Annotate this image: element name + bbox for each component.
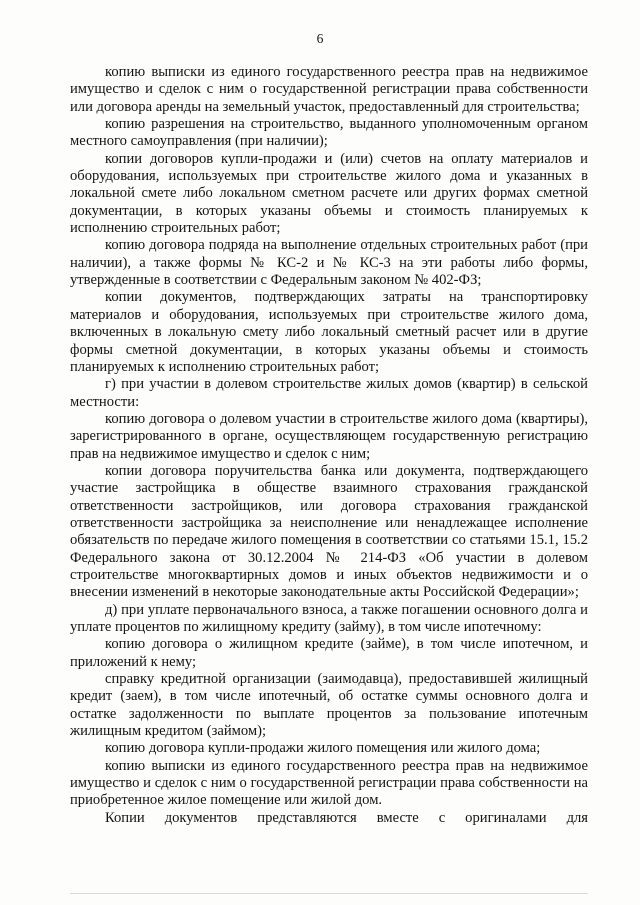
paragraph: д) при уплате первоначального взноса, а также погашении основного долга и уплате процентов по жилищному кредиту (займу), в том числе ипотечному: [70, 601, 588, 635]
paragraph: г) при участии в долевом строительстве жилых домов (квартир) в сельской местности: [70, 376, 588, 410]
paragraph: копию разрешения на строительство, выданного уполномоченным органом местного самоуправления (при наличии); [70, 116, 588, 150]
paragraph: копии договора поручительства банка или документа, подтверждающего участие застройщика в обществе взаимного страхования гражданской ответственности застройщиков, или договора страхования гражданской ответственности застройщика за неисполнение или ненадлежащее исполнение обязательств по передаче жилого помещения в соответствии со статьями 15.1, 15.2 Федерального закона от 30.12.2004 № 214-ФЗ «Об участии в долевом строительстве многоквартирных домов и иных объектов недвижимости и о внесении изменений в некоторые законодательные акты Российской Федерации»; [70, 462, 588, 601]
paragraph: копию договора подряда на выполнение отдельных строительных работ (при наличии), а также формы № КС-2 и № КС-3 на эти работы либо формы, утвержденные в соответствии с Федеральным законом № 402-ФЗ; [70, 237, 588, 289]
paragraph-continued: Копии документов представляются вместе с оригиналами для [105, 809, 588, 826]
paragraph: копию договора о долевом участии в строительстве жилого дома (квартиры), зарегистрированного в органе, осуществляющем государственную регистрацию прав на недвижимое имущество и сделок с ним; [70, 410, 588, 462]
page-number: 6 [316, 31, 324, 46]
paragraph: копии договоров купли-продажи и (или) счетов на оплату материалов и оборудования, используемых при строительстве жилого дома и указанных в локальной смете либо локальном сметном расчете или других формах сметной документации, в которых указаны объемы и стоимость планируемых к исполнению строительных работ; [70, 150, 588, 237]
bottom-edge-line [70, 893, 588, 894]
paragraph: копию договора купли-продажи жилого помещения или жилого дома; [105, 740, 541, 757]
paragraph: справку кредитной организации (заимодавца), предоставившей жилищный кредит (заем), в том числе ипотечный, об остатке суммы основного долга и остатке задолженности по выплате процентов за пользование ипотечным жилищным кредитом (займом); [70, 671, 588, 740]
paragraph: копию выписки из единого государственного реестра прав на недвижимое имущество и сделок с ним о государственной регистрации права собственности на приобретенное жилое помещение или жилой дом. [70, 757, 588, 809]
paragraph: копию договора о жилищном кредите (займе), в том числе ипотечном, и приложений к нему; [70, 636, 588, 670]
paragraph: копию выписки из единого государственного реестра прав на недвижимое имущество и сделок с ним о государственной регистрации права собственности или договора аренды на земельный участок, предоставленный для строительства; [70, 64, 588, 115]
paragraph: копии документов, подтверждающих затраты на транспортировку материалов и оборудования, используемых при строительстве жилого дома, включенных в локальную смету либо локальный сметный расчет или в другие формы сметной документации, в которых указаны объемы и стоимость планируемых к исполнению строительных работ; [70, 289, 588, 375]
document-body [70, 64, 588, 827]
